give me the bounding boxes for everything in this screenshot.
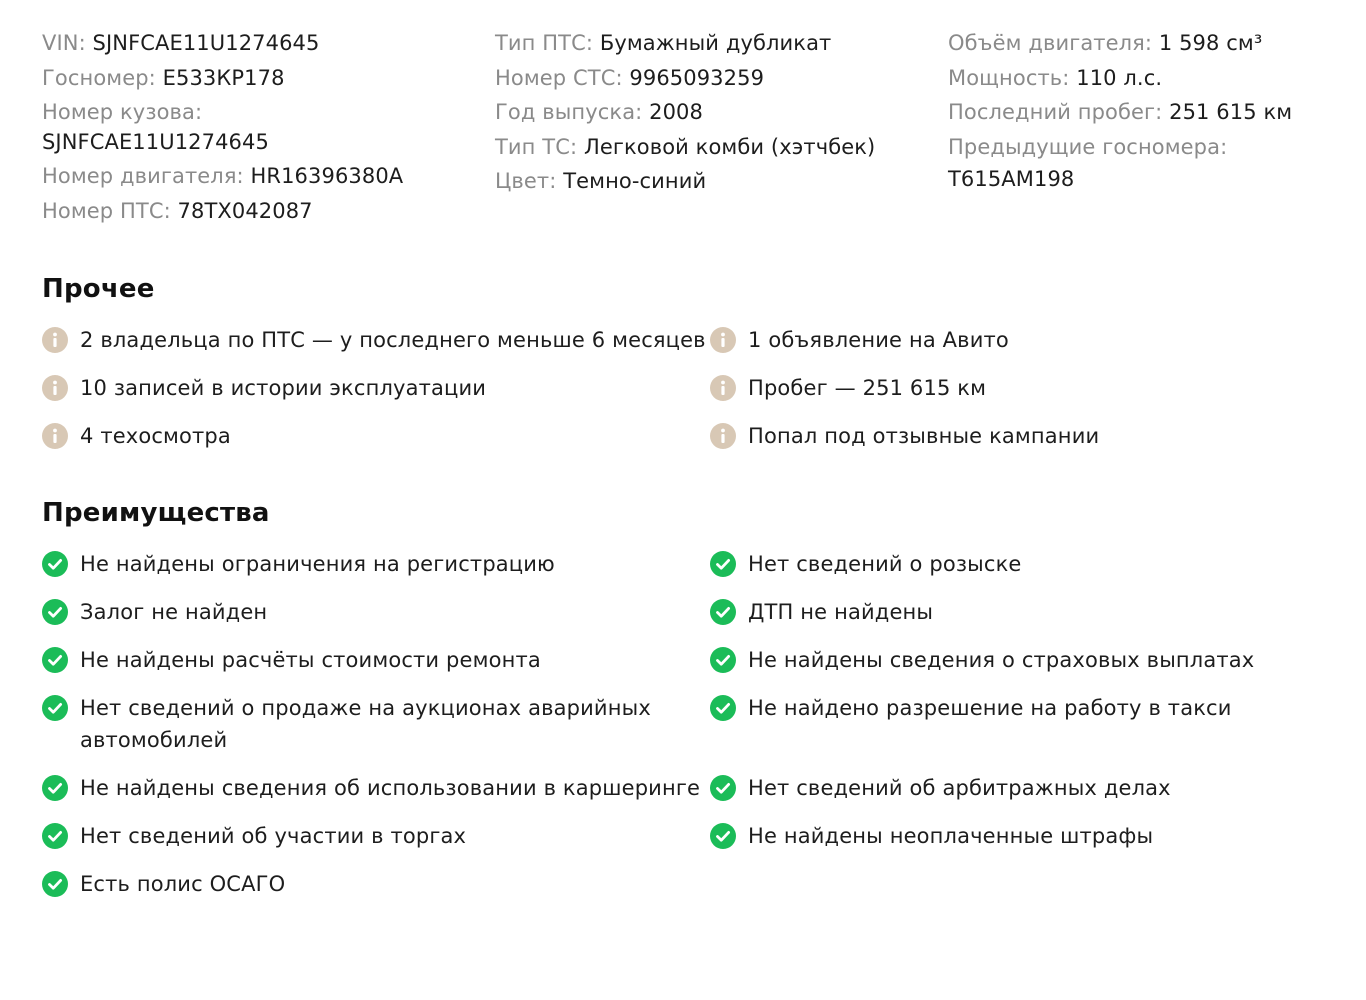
- advantage-item: [710, 692, 1324, 756]
- previous-plates-label: Предыдущие госномера:: [948, 134, 1228, 159]
- year-row: [495, 95, 948, 130]
- pts-number-value: 78ТХ042087: [177, 198, 313, 223]
- color-row: [495, 164, 948, 199]
- vehicle-type-row: [495, 130, 948, 165]
- check-icon: [710, 823, 736, 849]
- engine-number-label: Номер двигателя:: [42, 164, 251, 188]
- pts-number-row: [42, 194, 495, 229]
- body-number-label-row: [42, 95, 495, 127]
- engine-volume-row: [948, 26, 1324, 61]
- previous-plates-value: Т615АМ198: [948, 167, 1075, 191]
- sts-number-row: [495, 61, 948, 96]
- advantage-item-text: ДТП не найдены: [748, 600, 934, 624]
- advantage-item-text: Не найдены сведения о страховых выплатах: [748, 648, 1255, 672]
- advantage-item-text: Не найдены неоплаченные штрафы: [748, 824, 1154, 848]
- advantage-item: [710, 772, 1324, 804]
- body-number-label: Номер кузова:: [42, 100, 203, 124]
- advantage-item-text: Нет сведений об арбитражных делах: [748, 776, 1171, 800]
- power-label: Мощность:: [948, 65, 1077, 90]
- advantage-item-text: Нет сведений об участии в торгах: [80, 824, 467, 848]
- check-icon: [42, 551, 68, 577]
- advantage-item: [42, 692, 710, 756]
- color-label: Цвет:: [495, 169, 564, 193]
- vin-value: SJNFCAE11U1274645: [92, 31, 320, 55]
- last-mileage-value: 251 615 км: [1169, 100, 1293, 124]
- advantage-item: [710, 820, 1324, 852]
- vin-row: [42, 26, 495, 61]
- other-item-inspections: [42, 420, 710, 452]
- info-icon: [42, 327, 68, 353]
- pts-type-value: Бумажный дубликат: [599, 31, 832, 55]
- vehicle-info-column-3: [948, 26, 1324, 228]
- other-item-owners: [42, 324, 710, 356]
- previous-plates-label-row: [948, 130, 1324, 165]
- advantage-item-text: Залог не найден: [80, 600, 268, 624]
- advantage-item: [42, 820, 710, 852]
- other-item-text: 1 объявление на Авито: [748, 328, 1009, 352]
- check-icon: [42, 599, 68, 625]
- advantage-item: [42, 596, 710, 628]
- other-item-history: [42, 372, 710, 404]
- advantages-list: [42, 548, 1324, 916]
- power-value: 110 л.с.: [1076, 65, 1163, 90]
- pts-type-row: [495, 26, 948, 61]
- check-icon: [710, 775, 736, 801]
- advantage-item: [42, 868, 710, 900]
- advantage-item-text: Нет сведений о продаже на аукционах аварийных автомобилей: [80, 696, 651, 752]
- advantage-item: [42, 644, 710, 676]
- check-icon: [42, 647, 68, 673]
- other-item-text: Пробег — 251 615 км: [748, 376, 987, 400]
- info-icon: [710, 375, 736, 401]
- check-icon: [710, 599, 736, 625]
- last-mileage-label: Последний пробег:: [948, 100, 1170, 124]
- pts-number-label: Номер ПТС:: [42, 198, 178, 223]
- year-label: Год выпуска:: [495, 100, 650, 124]
- other-item-avito: [710, 324, 1324, 356]
- info-icon: [710, 423, 736, 449]
- advantage-item-text: Не найдены расчёты стоимости ремонта: [80, 648, 541, 672]
- advantage-item-text: Не найдено разрешение на работу в такси: [748, 696, 1232, 720]
- other-item-mileage: [710, 372, 1324, 404]
- advantage-item-text: Не найдены ограничения на регистрацию: [80, 552, 555, 576]
- previous-plates-value-row: [948, 164, 1324, 194]
- plate-label: Госномер:: [42, 65, 163, 90]
- other-item-text: Попал под отзывные кампании: [748, 424, 1100, 448]
- plate-value: Е533КР178: [162, 65, 285, 90]
- check-icon: [42, 823, 68, 849]
- other-item-text: 10 записей в истории эксплуатации: [80, 376, 487, 400]
- info-icon: [710, 327, 736, 353]
- check-icon: [710, 551, 736, 577]
- pts-type-label: Тип ПТС:: [495, 31, 600, 55]
- advantage-item: [42, 548, 710, 580]
- other-section-title: Прочее: [42, 274, 155, 304]
- color-value: Темно-синий: [563, 169, 707, 193]
- info-icon: [42, 375, 68, 401]
- check-icon: [42, 695, 68, 721]
- advantage-item: [42, 772, 710, 804]
- engine-volume-value: 1 598 см³: [1158, 31, 1263, 55]
- sts-number-label: Номер СТС:: [495, 65, 630, 90]
- vehicle-type-label: Тип ТС:: [495, 134, 584, 159]
- advantage-item-text: Не найдены сведения об использовании в каршеринге: [80, 776, 701, 800]
- check-icon: [710, 695, 736, 721]
- advantages-section-title: Преимущества: [42, 498, 270, 528]
- engine-volume-label: Объём двигателя:: [948, 31, 1159, 55]
- check-icon: [42, 775, 68, 801]
- vehicle-info-column-1: [42, 26, 495, 228]
- year-value: 2008: [649, 100, 703, 124]
- vehicle-info-column-2: [495, 26, 948, 228]
- body-number-value-row: [42, 127, 495, 159]
- info-icon: [42, 423, 68, 449]
- other-item-text: 2 владельца по ПТС — у последнего меньше 6 месяцев: [80, 328, 706, 352]
- power-row: [948, 61, 1324, 96]
- advantage-item: [710, 548, 1324, 580]
- check-icon: [710, 647, 736, 673]
- engine-number-row: [42, 159, 495, 194]
- advantage-item-text: Нет сведений о розыске: [748, 552, 1022, 576]
- vin-label: VIN:: [42, 31, 93, 55]
- advantage-item: [710, 596, 1324, 628]
- advantage-item-text: Есть полис ОСАГО: [80, 872, 286, 896]
- vehicle-type-value: Легковой комби (хэтчбек): [583, 134, 876, 159]
- last-mileage-row: [948, 95, 1324, 130]
- advantage-item: [710, 644, 1324, 676]
- other-item-recalls: [710, 420, 1324, 452]
- plate-row: [42, 61, 495, 96]
- engine-number-value: HR16396380A: [250, 164, 404, 188]
- vehicle-info: [42, 26, 1324, 228]
- other-item-text: 4 техосмотра: [80, 424, 231, 448]
- other-list: [42, 324, 1324, 468]
- sts-number-value: 9965093259: [629, 65, 765, 90]
- body-number-value: SJNFCAE11U1274645: [42, 130, 269, 154]
- check-icon: [42, 871, 68, 897]
